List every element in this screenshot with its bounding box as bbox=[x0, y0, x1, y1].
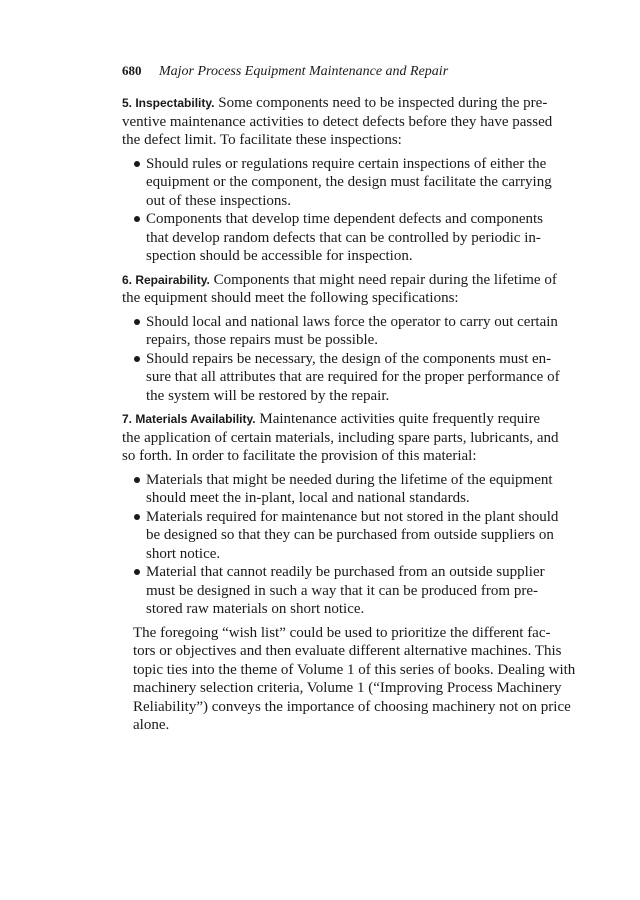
paragraph bbox=[122, 271, 557, 308]
bullet-list bbox=[122, 155, 552, 266]
text-line: Material that cannot readily be purchased from an outside supplier bbox=[146, 564, 545, 580]
text-line bbox=[122, 410, 541, 429]
text-line: Materials required for maintenance but not stored in the plant should bbox=[146, 508, 559, 525]
page-body bbox=[122, 94, 576, 740]
text-line: out of these inspections. bbox=[146, 192, 291, 209]
text-line: tors or objectives and then evaluate different alternative machines. This bbox=[133, 643, 562, 659]
list-item bbox=[122, 471, 553, 508]
bullet-list bbox=[122, 471, 559, 619]
bullet-icon bbox=[134, 319, 140, 325]
bullet-icon bbox=[134, 161, 140, 167]
bullet-icon bbox=[134, 477, 140, 483]
text-line: Should local and national laws force the operator to carry out certain bbox=[146, 313, 558, 330]
bullet-icon bbox=[134, 514, 140, 520]
text-line-content: Components that might need repair during the lifetime of bbox=[209, 271, 557, 288]
paragraph bbox=[122, 410, 559, 466]
list-item bbox=[122, 563, 545, 619]
text-line: Should rules or regulations require certain inspections of either the bbox=[146, 155, 547, 172]
text-line: stored raw materials on short notice. bbox=[146, 601, 365, 617]
text-line: ventive maintenance activities to detect defects before they have passed bbox=[122, 113, 553, 130]
text-line: the application of certain materials, including spare parts, lubricants, and bbox=[122, 429, 559, 446]
text-line: must be designed in such a way that it can be produced from pre- bbox=[146, 582, 538, 599]
text-line: sure that all attributes that are required for the proper performance of bbox=[146, 369, 560, 385]
bullet-icon bbox=[134, 356, 140, 362]
text-line: spection should be accessible for inspection. bbox=[146, 248, 413, 264]
text-line: machinery selection criteria, Volume 1 (“Improving Process Machinery bbox=[133, 680, 562, 696]
section-heading: 7. Materials Availability. bbox=[122, 412, 256, 426]
list-item bbox=[122, 350, 560, 406]
list-item bbox=[122, 313, 558, 350]
paragraph bbox=[122, 624, 576, 735]
list-item bbox=[122, 508, 559, 564]
text-line: short notice. bbox=[146, 545, 221, 562]
bullet-icon bbox=[134, 216, 140, 222]
text-line: repairs, those repairs must be possible. bbox=[146, 332, 379, 348]
text-line: Should repairs be necessary, the design of the components must en- bbox=[146, 350, 552, 367]
running-title: Major Process Equipment Maintenance and Repair bbox=[159, 64, 449, 79]
text-line: the defect limit. To facilitate these inspections: bbox=[122, 132, 402, 148]
text-line bbox=[122, 94, 548, 113]
text-line-content: Some components need to be inspected during the pre- bbox=[214, 95, 548, 111]
list-item bbox=[122, 210, 543, 266]
text-line: the system will be restored by the repair. bbox=[146, 387, 390, 404]
text-line-content: Maintenance activities quite frequently require bbox=[255, 411, 541, 427]
text-line: should meet the in-plant, local and national standards. bbox=[146, 490, 470, 506]
text-line: equipment or the component, the design must facilitate the carrying bbox=[146, 174, 552, 190]
text-line: the equipment should meet the following specifications: bbox=[122, 290, 459, 306]
text-line: Components that develop time dependent defects and components bbox=[146, 211, 543, 227]
text-line bbox=[122, 271, 557, 290]
text-line: that develop random defects that can be controlled by periodic in- bbox=[146, 229, 541, 246]
text-line: be designed so that they can be purchased from outside suppliers on bbox=[146, 527, 554, 543]
list-item bbox=[122, 155, 552, 211]
text-line: so forth. In order to facilitate the provision of this material: bbox=[122, 448, 477, 464]
text-line: topic ties into the theme of Volume 1 of this series of books. Dealing with bbox=[133, 661, 576, 678]
paragraph bbox=[122, 94, 553, 150]
text-line: alone. bbox=[133, 717, 170, 733]
bullet-list bbox=[122, 313, 560, 406]
bullet-icon bbox=[134, 569, 140, 575]
text-line: Reliability”) conveys the importance of choosing machinery not on price bbox=[133, 698, 571, 715]
text-line: Materials that might be needed during the lifetime of the equipment bbox=[146, 471, 553, 488]
page-number: 680 bbox=[122, 63, 142, 78]
section-heading: 5. Inspectability. bbox=[122, 96, 215, 110]
running-header bbox=[122, 63, 448, 80]
section-heading: 6. Repairability. bbox=[122, 272, 210, 287]
text-line: The foregoing “wish list” could be used to prioritize the different fac- bbox=[133, 624, 551, 641]
